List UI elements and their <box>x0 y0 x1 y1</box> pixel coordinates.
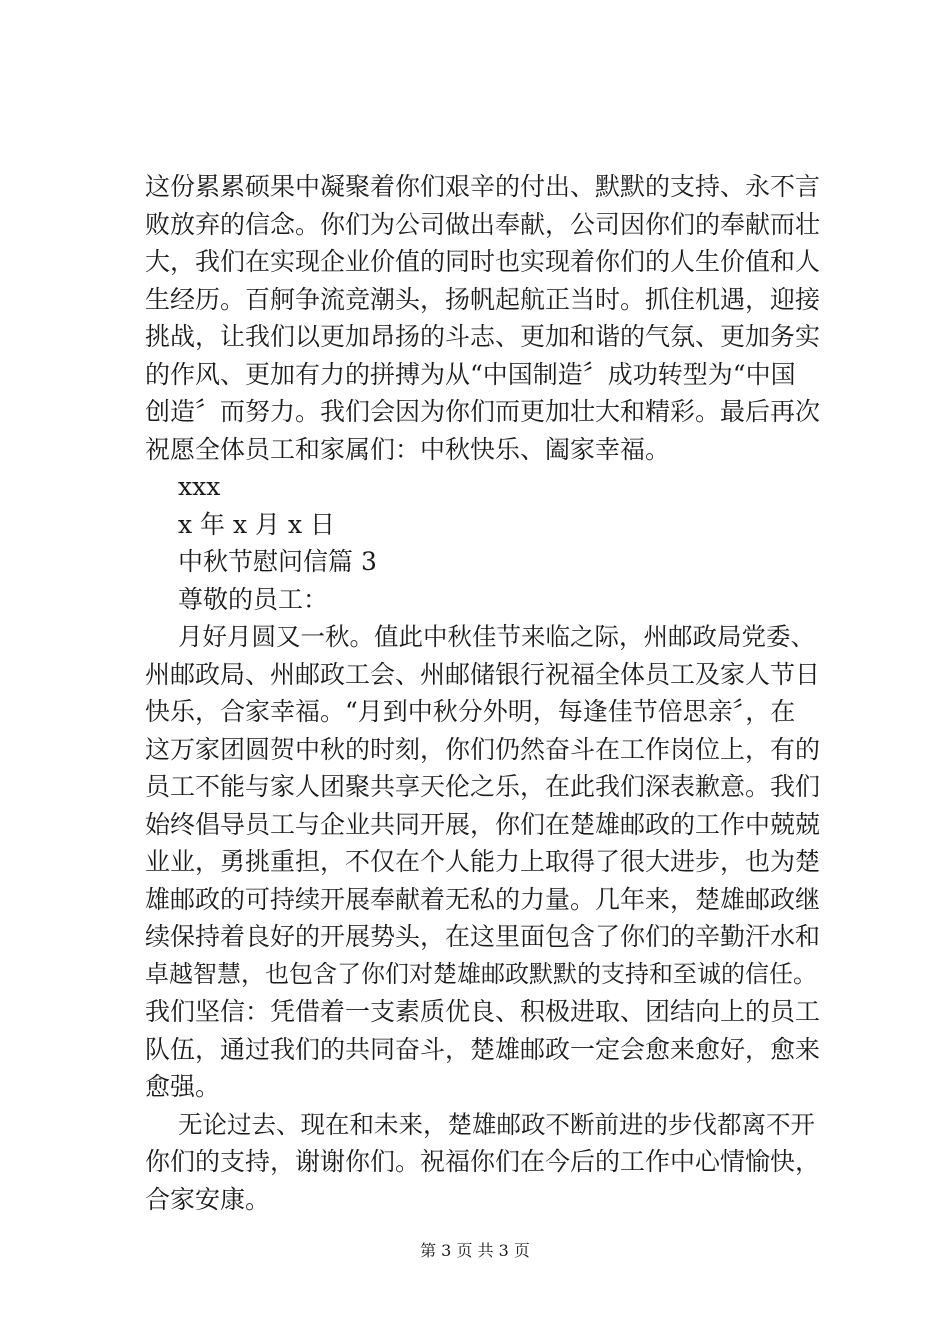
text-line: 这万家团圆贺中秋的时刻，你们仍然奋斗在工作岗位上，有的 <box>145 734 821 764</box>
text-line: 业业，勇挑重担，不仅在个人能力上取得了很大进步，也为楚 <box>145 847 821 876</box>
letter-body <box>145 168 825 1218</box>
text-line: 这份累累硕果中凝聚着你们艰辛的付出、默默的支持、永不言 <box>145 172 821 201</box>
text-line: 我们坚信：凭借着一支素质优良、积极进取、团结向上的员工 <box>145 997 821 1026</box>
text-line: 快乐，合家幸福。“月到中秋分外明，每逢佳节倍思亲〞，在 <box>145 697 796 726</box>
text-line: 员工不能与家人团聚共享天伦之乐，在此我们深表歉意。我们 <box>145 772 821 801</box>
text-line: x 年 x 月 x 日 <box>178 509 336 539</box>
text-line: 败放弃的信念。你们为公司做出奉献，公司因你们的奉献而壮 <box>145 209 821 239</box>
text-line: 月好月圆又一秋。值此中秋佳节来临之际，州邮政局党委、 <box>178 622 815 651</box>
text-line: 雄邮政的可持续开展奉献着无私的力量。几年来，楚雄邮政继 <box>145 884 821 914</box>
text-line: 始终倡导员工与企业共同开展，你们在楚雄邮政的工作中兢兢 <box>145 809 821 839</box>
text-line: 的作风、更加有力的拼搏为从“中国制造〞成功转型为“中国 <box>145 359 796 389</box>
text-line: 合家安康。 <box>145 1184 271 1214</box>
text-line: 祝愿全体员工和家属们：中秋快乐、阖家幸福。 <box>145 434 671 464</box>
text-line: 挑战，让我们以更加昂扬的斗志、更加和谐的气氛、更加务实 <box>145 322 821 351</box>
text-line: 州邮政局、州邮政工会、州邮储银行祝福全体员工及家人节日 <box>145 659 821 689</box>
text-line: 中秋节慰问信篇 3 <box>178 547 377 576</box>
text-line: 卓越智慧，也包含了你们对楚雄邮政默默的支持和至诚的信任。 <box>145 959 817 988</box>
page-footer: 第 3 页 共 3 页 <box>420 1241 530 1260</box>
text-line: 无论过去、现在和未来，楚雄邮政不断前进的步伐都离不开 <box>178 1109 815 1139</box>
text-line: 你们的支持，谢谢你们。祝福你们在今后的工作中心情愉快， <box>145 1147 821 1176</box>
text-line: xxx <box>178 472 221 501</box>
text-line: 续保持着良好的开展势头，在这里面包含了你们的辛勤汗水和 <box>145 922 821 951</box>
text-line: 尊敬的员工： <box>178 584 329 614</box>
text-line: 队伍，通过我们的共同奋斗，楚雄邮政一定会愈来愈好，愈来 <box>145 1034 821 1064</box>
text-line: 创造〞而努力。我们会因为你们而更加壮大和精彩。最后再次 <box>145 397 821 426</box>
text-line: 大，我们在实现企业价值的同时也实现着你们的人生价值和人 <box>145 247 821 276</box>
text-line: 生经历。百舸争流竞潮头，扬帆起航正当时。抓住机遇，迎接 <box>145 284 821 314</box>
text-line: 愈强。 <box>145 1072 221 1101</box>
